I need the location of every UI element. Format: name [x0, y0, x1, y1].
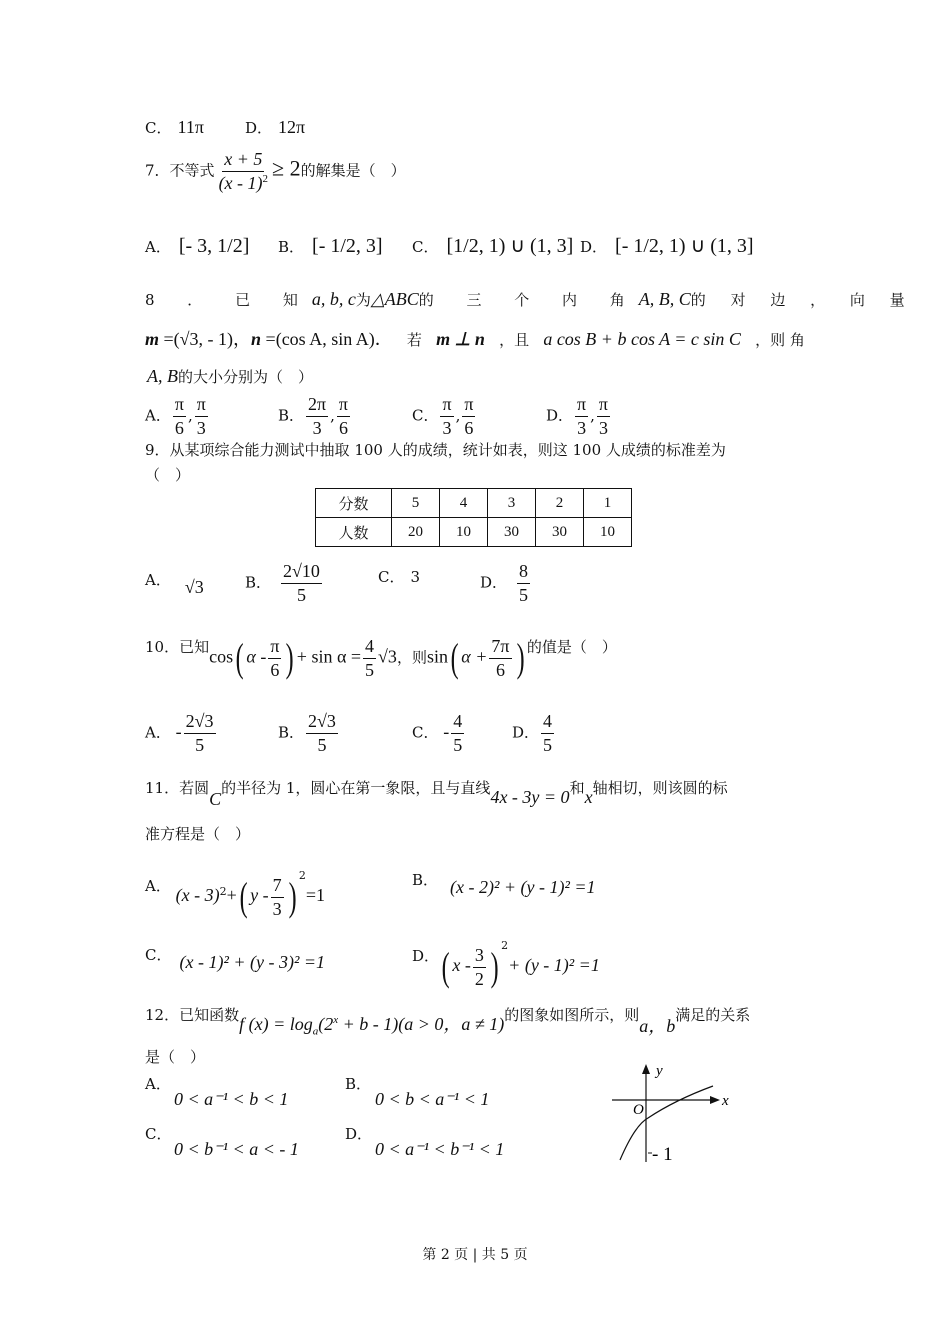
- option-value: [- 3, 1/2]: [178, 235, 250, 257]
- math: =1: [305, 885, 326, 905]
- option-label: D．: [345, 1125, 373, 1143]
- q11-option-c: [145, 945, 326, 972]
- q11-option-a: A． (x - 3)$^2$+( y - $\frac{7}{3}$ ) $^2$=1: [145, 869, 326, 919]
- question-text: 12．已知函数: [145, 1006, 240, 1024]
- table-cell: 10: [440, 518, 488, 547]
- sign: -: [175, 721, 182, 742]
- option-label: C．: [412, 723, 439, 742]
- denominator: 3: [577, 417, 587, 438]
- question-9-text: （ ）: [145, 466, 191, 484]
- numerator: 7π: [489, 637, 511, 659]
- q9-option-b: [245, 562, 324, 605]
- question-text: 若: [406, 331, 422, 349]
- neg1-label: - 1: [652, 1144, 673, 1165]
- question-text: 的 对 边 ， 向 量: [690, 291, 915, 309]
- math: α -: [246, 646, 267, 667]
- numerator: 2π: [306, 395, 328, 417]
- option-label: D．: [512, 723, 540, 742]
- q8-option-a: A． $\frac{\pi}{6}$ , $\frac{\pi}{3}$: [145, 394, 206, 438]
- numerator: 2√10: [281, 562, 322, 584]
- denominator: 5: [296, 584, 306, 605]
- numerator: π: [337, 395, 350, 417]
- q7-option-a: [145, 236, 249, 256]
- table-cell: 1: [584, 489, 632, 518]
- option-label: C．: [412, 238, 439, 256]
- vector-n: n: [251, 329, 262, 349]
- option-label: C．: [145, 946, 172, 964]
- question-text: ，则: [396, 648, 427, 667]
- question-text: 8 ． 已 知: [145, 291, 312, 309]
- option-label: A．: [145, 238, 171, 256]
- page-footer: 第 2 页 | 共 5 页: [422, 1247, 528, 1263]
- y-label: y: [656, 1063, 663, 1079]
- option-label: A．: [145, 571, 171, 589]
- math: α +: [461, 646, 488, 667]
- denominator: 2: [474, 968, 484, 989]
- math: a cos B + b cos A = c sin C: [543, 329, 741, 349]
- denominator: 6: [270, 659, 280, 680]
- denominator: (x - 1): [218, 172, 263, 193]
- q8-option-d: D． $\frac{\pi}{3}$ , $\frac{\pi}{3}$: [546, 394, 608, 438]
- question-8-line2: [145, 330, 805, 348]
- numerator: π: [597, 395, 610, 417]
- question-text: 为: [355, 291, 371, 309]
- numerator: 4: [363, 637, 376, 659]
- math: 4x - 3y = 0: [490, 787, 570, 807]
- numerator: π: [195, 395, 208, 417]
- option-label: B．: [278, 406, 305, 425]
- table-row: [316, 489, 632, 518]
- math: m ⊥ n: [436, 329, 485, 349]
- denominator: 3: [598, 417, 608, 438]
- q10-option-b: [278, 712, 340, 755]
- q7-option-c: [412, 236, 573, 256]
- question-text: 的 三 个 内 角: [418, 291, 639, 309]
- q12-option-c: 0 < b⁻¹ < a < - 1: [174, 1139, 299, 1159]
- q12-option-b: 0 < b < a⁻¹ < 1: [375, 1089, 490, 1109]
- table-cell: 2: [536, 489, 584, 518]
- origin-label: O: [633, 1102, 644, 1118]
- x-arrow-icon: [710, 1096, 720, 1104]
- question-11-line1: [145, 778, 728, 809]
- vector-m: m: [145, 329, 160, 349]
- math: x: [333, 1014, 339, 1026]
- option-label: B．: [278, 238, 305, 256]
- option-label: D．: [546, 406, 574, 425]
- table-cell: 4: [440, 489, 488, 518]
- numerator: x + 5: [222, 150, 264, 172]
- math: a: [312, 1025, 319, 1038]
- option-value: [- 1/2, 3]: [312, 235, 383, 257]
- question-text: 的大小分别为（ ）: [178, 368, 314, 386]
- question-text: 的解集是（ ）: [300, 161, 406, 180]
- q8-option-c: C． $\frac{\pi}{3}$ , $\frac{\pi}{6}$: [412, 394, 474, 438]
- math: C: [209, 789, 222, 809]
- math: + b - 1)(a > 0，a ≠ 1): [338, 1014, 505, 1034]
- question-text: 11．若圆: [145, 779, 210, 797]
- denominator: 5: [317, 734, 327, 755]
- numerator: π: [268, 637, 281, 659]
- question-12-line1: [145, 1005, 751, 1038]
- math: x -: [452, 955, 471, 975]
- question-text: 10．已知: [145, 638, 210, 657]
- q11-option-b: [412, 870, 596, 897]
- math: a，b: [639, 1016, 676, 1036]
- numerator: 7: [271, 876, 284, 898]
- table-header: 人数: [316, 518, 392, 547]
- option-label: C．: [145, 119, 172, 137]
- q7-option-d: [580, 236, 754, 256]
- option-value: 12π: [278, 117, 306, 137]
- q10-option-a: [145, 712, 218, 755]
- numerator: 8: [517, 562, 530, 584]
- q11-option-d: D．( x - $\frac{3}{2}$ ) $^2$+ (y - 1)² =1: [412, 939, 600, 989]
- question-text: 轴相切，则该圆的标: [592, 779, 728, 797]
- option-label: B．: [245, 573, 272, 592]
- math: A, B, C: [638, 289, 691, 309]
- table-cell: 30: [536, 518, 584, 547]
- numerator: π: [462, 395, 475, 417]
- relation: ≥ 2: [272, 155, 301, 181]
- denominator: 5: [365, 659, 375, 680]
- q8-option-b: B． $\frac{2\pi}{3}$ , $\frac{\pi}{6}$: [278, 394, 348, 438]
- numerator: 3: [473, 946, 486, 968]
- q6-option-c: [145, 118, 204, 136]
- denominator: 5: [195, 734, 205, 755]
- option-value: (x - 2)² + (y - 1)² =1: [450, 877, 596, 897]
- option-label: A．: [145, 877, 171, 895]
- option-label: D．: [580, 238, 608, 256]
- sign: -: [443, 721, 450, 742]
- q12-option-d: 0 < a⁻¹ < b⁻¹ < 1: [375, 1139, 505, 1159]
- denominator: 6: [464, 417, 474, 438]
- option-label: A．: [145, 723, 171, 742]
- question-12-line2: 是（ ）: [145, 1048, 206, 1066]
- q12-option-a: 0 < a⁻¹ < b < 1: [174, 1089, 289, 1109]
- math: =(√3, - 1)，: [159, 329, 252, 349]
- denominator: 5: [543, 734, 553, 755]
- math: =(cos A, sin A)．: [261, 329, 393, 349]
- numerator: 4: [451, 712, 464, 734]
- question-9-text: 9．从某项综合能力测试中抽取 100 人的成绩，统计如表，则这 100 人成绩的标准差为: [145, 441, 726, 459]
- x-label: x: [722, 1093, 729, 1109]
- table-cell: 20: [392, 518, 440, 547]
- numerator: 4: [541, 712, 554, 734]
- table-cell: 5: [392, 489, 440, 518]
- table-cell: 3: [488, 489, 536, 518]
- denominator: 6: [338, 417, 348, 438]
- question-text: 的值是（ ）: [526, 638, 617, 657]
- q9-option-c: [378, 570, 420, 585]
- table-row: [316, 518, 632, 547]
- math: cos: [209, 646, 234, 667]
- option-label: B．: [345, 1075, 372, 1093]
- denominator: 3: [272, 898, 282, 919]
- math: x: [584, 787, 593, 807]
- denominator: 3: [196, 417, 206, 438]
- numerator: 2√3: [184, 712, 216, 734]
- numerator: π: [173, 395, 186, 417]
- q10-option-c: [412, 712, 466, 755]
- option-value: √3: [184, 577, 204, 597]
- option-label: C．: [378, 568, 405, 586]
- question-8-line3: [147, 367, 313, 385]
- math: y -: [250, 885, 269, 905]
- question-11-line2: 准方程是（ ）: [145, 825, 251, 843]
- question-text: 的图象如图所示，则: [504, 1006, 640, 1024]
- q9-option-a: [145, 570, 204, 597]
- denominator: 3: [312, 417, 322, 438]
- denominator: 6: [174, 417, 184, 438]
- table-cell: 30: [488, 518, 536, 547]
- option-value: [- 1/2, 1) ∪ (1, 3]: [615, 235, 754, 257]
- question-10: 10．已知cos( α - $\frac{\pi}{6}$ ) + sin α = $\frac{4}{5}$ √3，则sin( α + $\frac{7\pi}{6}$ ) 的值是（ ）: [145, 635, 617, 681]
- option-label: B．: [278, 723, 305, 742]
- question-8-line1: [145, 289, 915, 309]
- q6-option-d: [245, 118, 305, 136]
- math: + sin α =: [296, 646, 362, 667]
- denominator: 5: [519, 584, 529, 605]
- option-value: [1/2, 1) ∪ (1, 3]: [446, 235, 574, 257]
- math: sin: [426, 646, 448, 667]
- numerator: π: [575, 395, 588, 417]
- score-table: [315, 488, 632, 547]
- exponent: 2: [262, 172, 269, 185]
- option-label: A．: [145, 406, 171, 425]
- option-value: 3: [410, 568, 421, 586]
- question-text: 和: [569, 779, 585, 797]
- question-number: 7．: [145, 161, 170, 180]
- q7-option-b: [278, 236, 383, 256]
- question-text: 不等式: [169, 161, 215, 180]
- math: f (x) = log: [239, 1014, 313, 1034]
- question-text: 满足的关系: [675, 1006, 751, 1024]
- math: (2: [318, 1014, 334, 1034]
- y-arrow-icon: [642, 1064, 650, 1074]
- option-label: D．: [245, 119, 273, 137]
- math: a, b, c: [311, 289, 356, 309]
- denominator: 6: [495, 659, 505, 680]
- math: A, B: [147, 366, 178, 386]
- q9-option-d: [480, 562, 532, 605]
- function-graph: [600, 1060, 750, 1170]
- option-label: A．: [145, 1075, 171, 1093]
- math: √3: [378, 646, 397, 667]
- numerator: π: [440, 395, 453, 417]
- math: △ABC: [370, 289, 419, 309]
- option-label: B．: [412, 871, 439, 889]
- question-text: ，且: [499, 331, 530, 349]
- question-text: ，则 角: [755, 331, 805, 349]
- math: +: [226, 885, 237, 905]
- denominator: 3: [442, 417, 452, 438]
- option-label: D．: [412, 947, 440, 965]
- denominator: 5: [453, 734, 463, 755]
- option-label: D．: [480, 573, 508, 592]
- math: + (y - 1)² =1: [508, 955, 600, 975]
- table-header: 分数: [316, 489, 392, 518]
- q10-option-d: [512, 712, 556, 755]
- option-label: C．: [145, 1125, 172, 1143]
- question-text: 的半径为 1，圆心在第一象限，且与直线: [221, 779, 491, 797]
- numerator: 2√3: [306, 712, 338, 734]
- fraction: [217, 150, 270, 193]
- table-cell: 10: [584, 518, 632, 547]
- question-7: [145, 150, 406, 193]
- option-value: 11π: [177, 117, 204, 137]
- option-value: (x - 1)² + (y - 3)² =1: [179, 952, 326, 972]
- math: (x - 3): [175, 885, 220, 905]
- option-label: C．: [412, 406, 439, 425]
